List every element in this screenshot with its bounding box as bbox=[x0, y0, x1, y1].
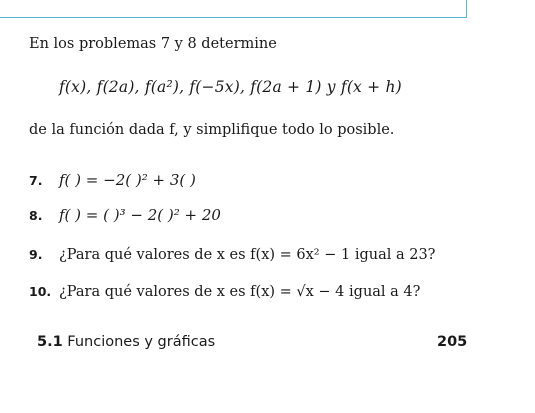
problem-number: 7. bbox=[29, 173, 43, 188]
page-number: 205 bbox=[437, 334, 468, 350]
problem-number: 10. bbox=[29, 284, 52, 299]
section-number: 5.1 bbox=[37, 334, 63, 350]
problem-10 bbox=[29, 282, 420, 300]
intro-text: En los problemas 7 y 8 determine bbox=[29, 36, 277, 52]
problem-expression: f( ) = −2( )² + 3( ) bbox=[59, 171, 196, 189]
section-title: Funciones y gráficas bbox=[67, 334, 216, 350]
footer-section-title bbox=[37, 334, 215, 350]
problem-9 bbox=[29, 245, 435, 263]
problem-expression: ¿Para qué valores de x es f(x) = √x − 4 igual a 4? bbox=[59, 284, 421, 300]
problem-number: 9. bbox=[29, 247, 43, 262]
problem-8 bbox=[29, 206, 221, 224]
problem-7 bbox=[29, 171, 196, 189]
page-frame-border bbox=[0, 0, 467, 18]
problem-number: 8. bbox=[29, 208, 43, 223]
instruction-text: de la función dada f, y simplifique todo lo posible. bbox=[29, 122, 395, 138]
function-list: f(x), f(2a), f(a²), f(−5x), f(2a + 1) y f(x + h) bbox=[59, 78, 402, 96]
problem-expression: f( ) = ( )³ − 2( )² + 20 bbox=[59, 206, 221, 224]
problem-expression: ¿Para qué valores de x es f(x) = 6x² − 1 igual a 23? bbox=[59, 247, 436, 263]
